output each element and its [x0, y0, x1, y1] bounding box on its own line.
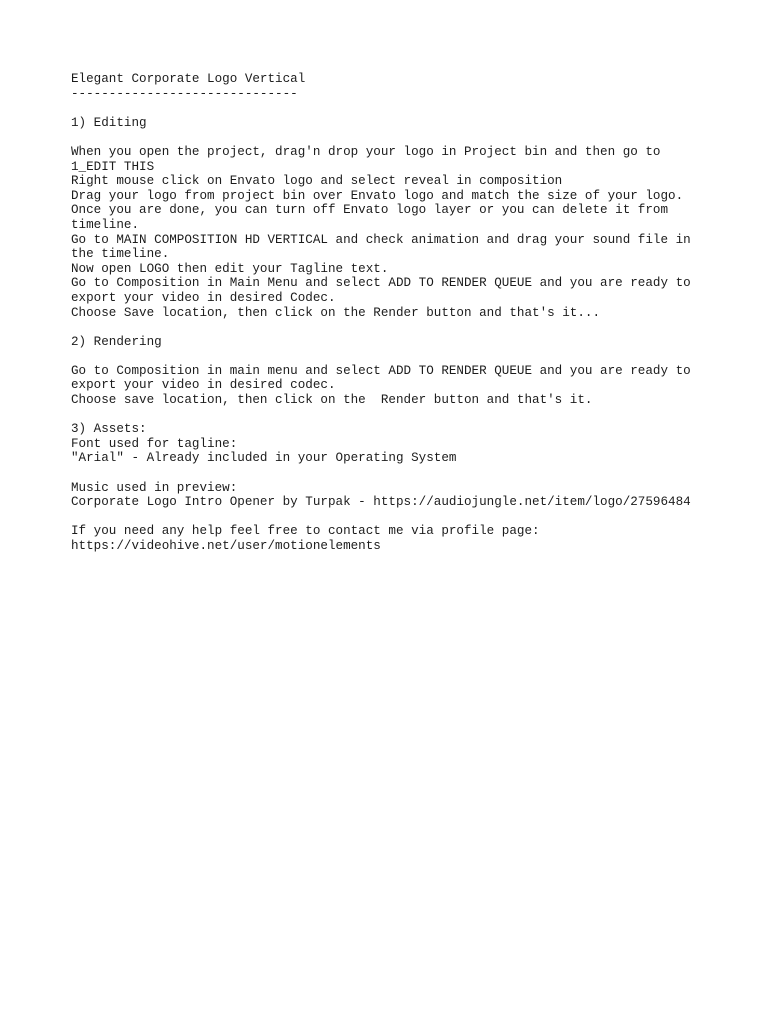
editing-line: timeline.: [71, 217, 140, 232]
title-underline: ------------------------------: [71, 86, 298, 101]
editing-line: Choose Save location, then click on the Render button and that's it...: [71, 305, 601, 320]
spacer: [71, 320, 751, 335]
editing-line: Drag your logo from project bin over Envato logo and match the size of your logo.: [71, 188, 684, 203]
profile-url: https://videohive.net/user/motionelements: [71, 539, 381, 553]
editing-steps: [71, 145, 751, 320]
spacer: [71, 101, 751, 116]
spacer: [71, 130, 751, 145]
editing-line: Once you are done, you can turn off Envato logo layer or you can delete it from: [71, 203, 669, 218]
rendering-steps: [71, 364, 751, 408]
spacer: [71, 466, 751, 481]
editing-line: Go to MAIN COMPOSITION HD VERTICAL and check animation and drag your sound file in: [71, 232, 691, 247]
editing-line: Right mouse click on Envato logo and select reveal in composition: [71, 174, 563, 189]
editing-line: Go to Composition in Main Menu and select ADD TO RENDER QUEUE and you are ready to: [71, 276, 691, 291]
rendering-line: Choose save location, then click on the Render button and that's it.: [71, 393, 593, 408]
section-heading-rendering: 2) Rendering: [71, 334, 162, 349]
font-value: "Arial" - Already included in your Operating System: [71, 451, 457, 466]
section-heading-assets: 3) Assets:: [71, 422, 147, 437]
help-line: If you need any help feel free to contact me via profile page:: [71, 524, 540, 539]
rendering-line: export your video in desired codec.: [71, 378, 336, 393]
spacer: [71, 408, 751, 423]
section-heading-editing: 1) Editing: [71, 115, 147, 130]
editing-line: Now open LOGO then edit your Tagline text.: [71, 261, 389, 276]
spacer: [71, 510, 751, 525]
editing-line: export your video in desired Codec.: [71, 290, 336, 305]
editing-line: 1_EDIT THIS: [71, 159, 155, 174]
document-page: [71, 72, 751, 554]
music-label: Music used in preview:: [71, 480, 238, 495]
editing-line: the timeline.: [71, 247, 170, 262]
editing-line: When you open the project, drag'n drop your logo in Project bin and then go to: [71, 144, 661, 159]
music-value: Corporate Logo Intro Opener by Turpak - https://audiojungle.net/item/logo/27596484: [71, 495, 691, 510]
rendering-line: Go to Composition in main menu and select ADD TO RENDER QUEUE and you are ready to: [71, 363, 691, 378]
spacer: [71, 349, 751, 364]
font-label: Font used for tagline:: [71, 436, 238, 451]
document-title: Elegant Corporate Logo Vertical: [71, 72, 306, 86]
